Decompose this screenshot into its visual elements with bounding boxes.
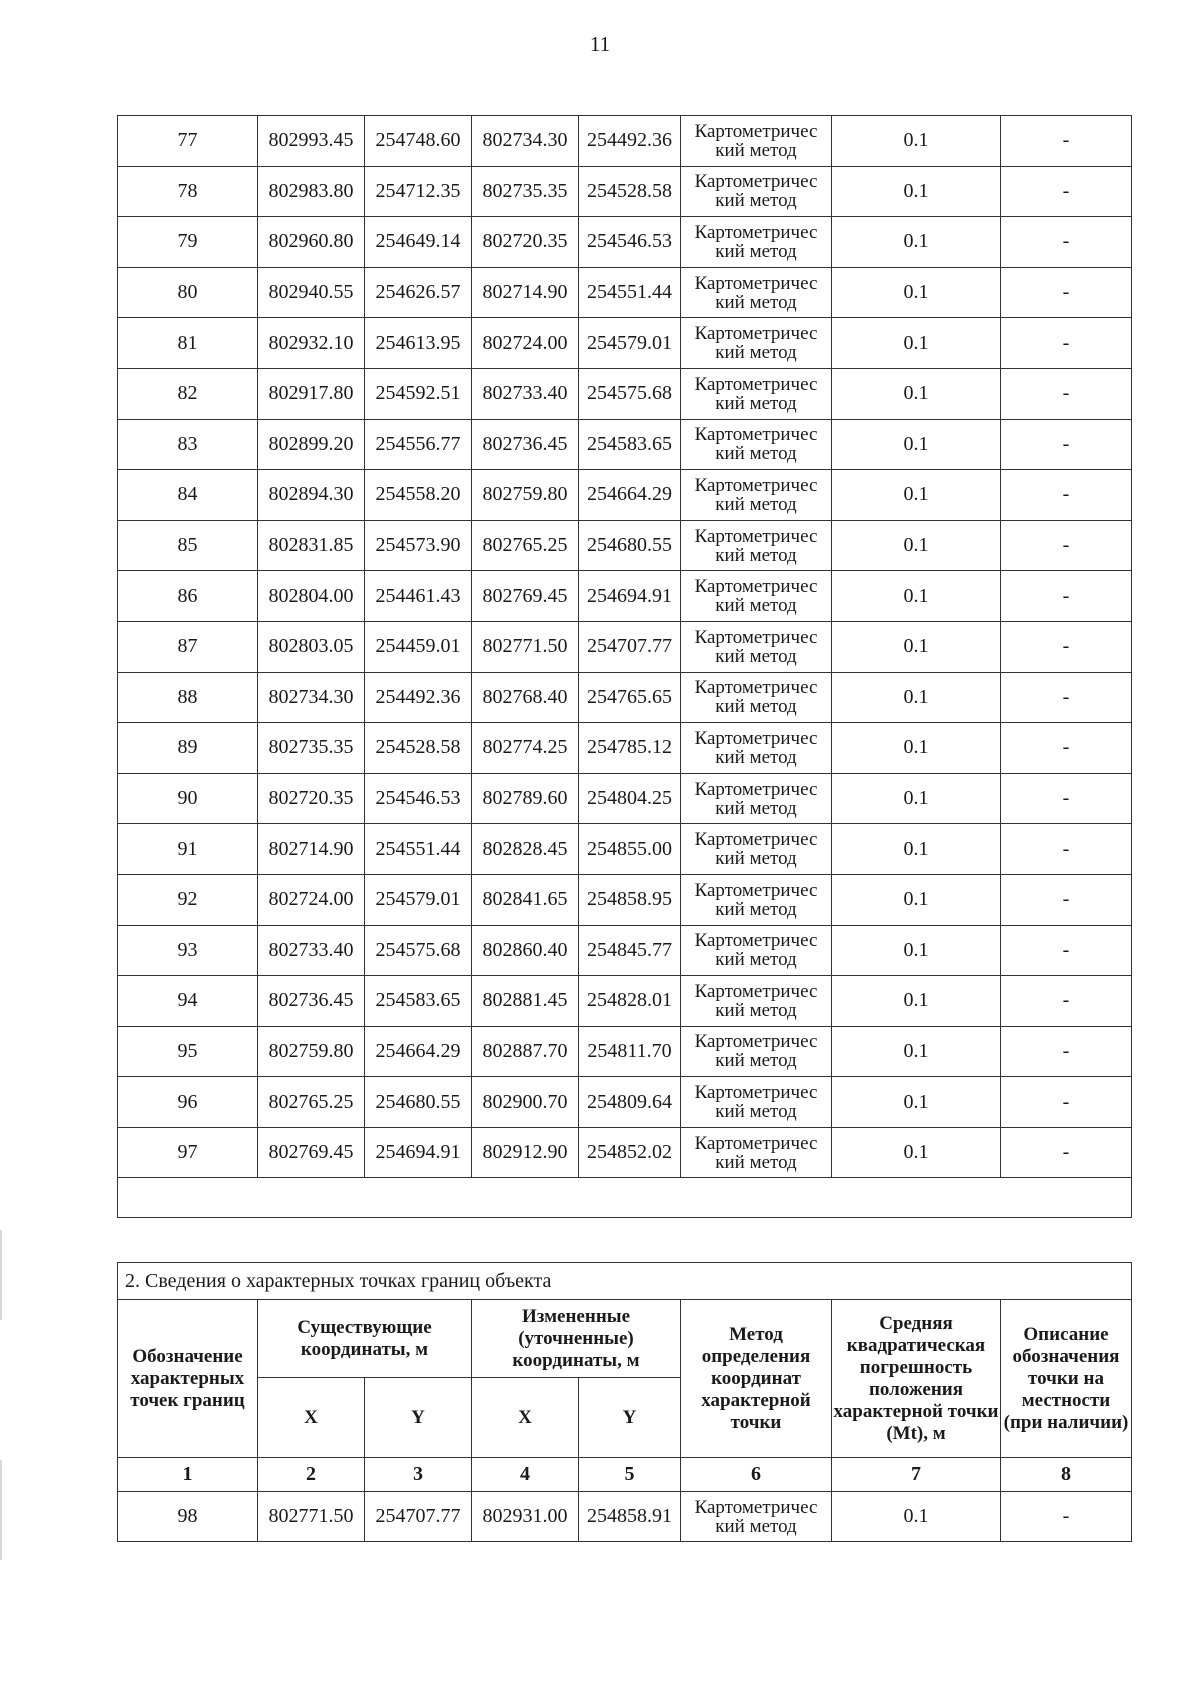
method-line-2: кий метод [715, 443, 797, 465]
description-cell: - [1001, 976, 1132, 1027]
empty-row [118, 1178, 1132, 1218]
method-cell [681, 419, 832, 470]
description-cell: - [1001, 368, 1132, 419]
existing-y-cell: 254558.20 [365, 470, 472, 521]
existing-x-cell: 802759.80 [258, 1026, 365, 1077]
method-line-2: кий метод [715, 898, 797, 920]
description-cell: - [1001, 874, 1132, 925]
method-line-1: Картометричес [694, 677, 818, 699]
table-row [118, 1492, 1132, 1542]
description-cell: - [1001, 267, 1132, 318]
new-y-cell: 254811.70 [579, 1026, 681, 1077]
error-cell: 0.1 [832, 976, 1001, 1027]
new-x-cell: 802828.45 [472, 824, 579, 875]
method-line-1: Картометричес [694, 829, 818, 851]
point-number-cell: 96 [118, 1077, 258, 1128]
point-number-cell: 83 [118, 419, 258, 470]
existing-x-cell: 802734.30 [258, 672, 365, 723]
existing-y-cell: 254592.51 [365, 368, 472, 419]
header-new-coordinates: Измененные (уточненные) координаты, м [472, 1300, 681, 1378]
description-cell: - [1001, 1492, 1132, 1542]
point-number-cell: 80 [118, 267, 258, 318]
existing-y-cell: 254556.77 [365, 419, 472, 470]
error-cell: 0.1 [832, 824, 1001, 875]
existing-y-cell: 254613.95 [365, 318, 472, 369]
coordinates-table-body [118, 116, 1132, 1218]
new-x-cell: 802733.40 [472, 368, 579, 419]
method-cell [681, 925, 832, 976]
method-line-2: кий метод [715, 595, 797, 617]
page-number: 11 [589, 32, 611, 56]
error-cell: 0.1 [832, 773, 1001, 824]
error-cell: 0.1 [832, 470, 1001, 521]
new-x-cell: 802881.45 [472, 976, 579, 1027]
existing-y-cell: 254694.91 [365, 1127, 472, 1178]
existing-x-cell: 802736.45 [258, 976, 365, 1027]
new-y-cell: 254707.77 [579, 621, 681, 672]
method-cell [681, 1026, 832, 1077]
existing-y-cell: 254649.14 [365, 217, 472, 268]
existing-x-cell: 802894.30 [258, 470, 365, 521]
new-x-cell: 802714.90 [472, 267, 579, 318]
existing-x-cell: 802960.80 [258, 217, 365, 268]
table-row [118, 773, 1132, 824]
new-y-cell: 254694.91 [579, 571, 681, 622]
new-x-cell: 802931.00 [472, 1492, 579, 1542]
existing-x-cell: 802765.25 [258, 1077, 365, 1128]
boundary-points-body [118, 1492, 1132, 1542]
method-line-1: Картометричес [694, 879, 818, 901]
point-number-cell: 93 [118, 925, 258, 976]
new-y-cell: 254575.68 [579, 368, 681, 419]
point-number-cell: 98 [118, 1492, 258, 1542]
new-x-cell: 802774.25 [472, 723, 579, 774]
scan-edge-mark [0, 1460, 2, 1560]
column-number: 8 [1001, 1458, 1132, 1492]
method-cell [681, 368, 832, 419]
header-method: Метод определения координат характерной точки [681, 1300, 832, 1458]
point-number-cell: 97 [118, 1127, 258, 1178]
description-cell: - [1001, 166, 1132, 217]
method-cell [681, 976, 832, 1027]
table-row [118, 723, 1132, 774]
method-line-2: кий метод [715, 392, 797, 414]
point-number-cell: 90 [118, 773, 258, 824]
new-y-cell: 254579.01 [579, 318, 681, 369]
existing-x-cell: 802940.55 [258, 267, 365, 318]
method-line-1: Картометричес [694, 727, 818, 749]
error-cell: 0.1 [832, 1026, 1001, 1077]
table-row [118, 217, 1132, 268]
method-line-1: Картометричес [694, 120, 818, 142]
method-cell [681, 520, 832, 571]
scan-edge-mark [0, 1230, 2, 1320]
table-row [118, 520, 1132, 571]
error-cell: 0.1 [832, 217, 1001, 268]
description-cell: - [1001, 318, 1132, 369]
new-y-cell: 254828.01 [579, 976, 681, 1027]
header-point-designation: Обозначение характерных точек границ [118, 1300, 258, 1458]
table-row [118, 267, 1132, 318]
existing-x-cell: 802720.35 [258, 773, 365, 824]
new-y-cell: 254804.25 [579, 773, 681, 824]
method-line-2: кий метод [715, 999, 797, 1021]
point-number-cell: 87 [118, 621, 258, 672]
new-x-cell: 802734.30 [472, 116, 579, 167]
table-row [118, 976, 1132, 1027]
existing-y-cell: 254712.35 [365, 166, 472, 217]
existing-y-cell: 254461.43 [365, 571, 472, 622]
description-cell: - [1001, 1026, 1132, 1077]
method-line-1: Картометричес [694, 576, 818, 598]
existing-x-cell: 802724.00 [258, 874, 365, 925]
description-cell: - [1001, 773, 1132, 824]
method-line-1: Картометричес [694, 1496, 818, 1518]
point-number-cell: 92 [118, 874, 258, 925]
new-y-cell: 254551.44 [579, 267, 681, 318]
new-x-cell: 802887.70 [472, 1026, 579, 1077]
description-cell: - [1001, 419, 1132, 470]
method-cell [681, 1127, 832, 1178]
table-row [118, 824, 1132, 875]
error-cell: 0.1 [832, 520, 1001, 571]
existing-x-cell: 802733.40 [258, 925, 365, 976]
existing-x-cell: 802771.50 [258, 1492, 365, 1542]
error-cell: 0.1 [832, 925, 1001, 976]
error-cell: 0.1 [832, 318, 1001, 369]
description-cell: - [1001, 520, 1132, 571]
error-cell: 0.1 [832, 1492, 1001, 1542]
error-cell: 0.1 [832, 166, 1001, 217]
new-x-cell: 802771.50 [472, 621, 579, 672]
table-row [118, 166, 1132, 217]
new-y-cell: 254855.00 [579, 824, 681, 875]
existing-x-cell: 802993.45 [258, 116, 365, 167]
table-row [118, 116, 1132, 167]
new-y-cell: 254858.91 [579, 1492, 681, 1542]
table-row [118, 1077, 1132, 1128]
method-line-2: кий метод [715, 240, 797, 262]
error-cell: 0.1 [832, 419, 1001, 470]
new-y-cell: 254765.65 [579, 672, 681, 723]
existing-y-cell: 254546.53 [365, 773, 472, 824]
error-cell: 0.1 [832, 116, 1001, 167]
method-line-1: Картометричес [694, 778, 818, 800]
method-cell [681, 1492, 832, 1542]
boundary-points-table [117, 1262, 1132, 1542]
method-line-2: кий метод [715, 696, 797, 718]
existing-x-cell: 802983.80 [258, 166, 365, 217]
method-line-2: кий метод [715, 139, 797, 161]
table-row [118, 1127, 1132, 1178]
method-cell [681, 267, 832, 318]
error-cell: 0.1 [832, 874, 1001, 925]
column-number: 6 [681, 1458, 832, 1492]
error-cell: 0.1 [832, 672, 1001, 723]
table-row [118, 571, 1132, 622]
table-row [118, 621, 1132, 672]
method-line-1: Картометричес [694, 171, 818, 193]
description-cell: - [1001, 723, 1132, 774]
new-y-cell: 254845.77 [579, 925, 681, 976]
method-cell [681, 470, 832, 521]
new-y-cell: 254546.53 [579, 217, 681, 268]
header-existing-y: Y [365, 1378, 472, 1458]
header-error: Средняя квадратическая погрешность положения характерной точки (Mt), м [832, 1300, 1001, 1458]
new-x-cell: 802768.40 [472, 672, 579, 723]
point-number-cell: 81 [118, 318, 258, 369]
table-row [118, 419, 1132, 470]
table-row [118, 874, 1132, 925]
point-number-cell: 86 [118, 571, 258, 622]
description-cell: - [1001, 470, 1132, 521]
method-cell [681, 318, 832, 369]
method-line-2: кий метод [715, 949, 797, 971]
header-description: Описание обозначения точки на местности (при наличии) [1001, 1300, 1132, 1458]
method-line-2: кий метод [715, 291, 797, 313]
column-number-row [118, 1458, 1132, 1492]
point-number-cell: 89 [118, 723, 258, 774]
method-line-2: кий метод [715, 493, 797, 515]
new-x-cell: 802841.65 [472, 874, 579, 925]
description-cell: - [1001, 1077, 1132, 1128]
method-line-1: Картометричес [694, 930, 818, 952]
new-x-cell: 802789.60 [472, 773, 579, 824]
method-line-1: Картометричес [694, 980, 818, 1002]
point-number-cell: 84 [118, 470, 258, 521]
existing-x-cell: 802803.05 [258, 621, 365, 672]
point-number-cell: 95 [118, 1026, 258, 1077]
method-line-2: кий метод [715, 645, 797, 667]
new-y-cell: 254680.55 [579, 520, 681, 571]
description-cell: - [1001, 925, 1132, 976]
description-cell: - [1001, 1127, 1132, 1178]
method-line-1: Картометричес [694, 221, 818, 243]
method-line-1: Картометричес [694, 1031, 818, 1053]
method-line-1: Картометричес [694, 323, 818, 345]
description-cell: - [1001, 621, 1132, 672]
new-x-cell: 802724.00 [472, 318, 579, 369]
point-number-cell: 82 [118, 368, 258, 419]
existing-y-cell: 254459.01 [365, 621, 472, 672]
method-line-2: кий метод [715, 190, 797, 212]
new-y-cell: 254809.64 [579, 1077, 681, 1128]
point-number-cell: 85 [118, 520, 258, 571]
column-number: 5 [579, 1458, 681, 1492]
method-line-2: кий метод [715, 797, 797, 819]
new-x-cell: 802769.45 [472, 571, 579, 622]
existing-y-cell: 254575.68 [365, 925, 472, 976]
header-new-y: Y [579, 1378, 681, 1458]
error-cell: 0.1 [832, 723, 1001, 774]
method-line-1: Картометричес [694, 1082, 818, 1104]
method-cell [681, 773, 832, 824]
column-number: 4 [472, 1458, 579, 1492]
existing-x-cell: 802714.90 [258, 824, 365, 875]
new-y-cell: 254852.02 [579, 1127, 681, 1178]
existing-y-cell: 254551.44 [365, 824, 472, 875]
method-line-2: кий метод [715, 1050, 797, 1072]
existing-y-cell: 254664.29 [365, 1026, 472, 1077]
empty-cell [118, 1178, 1132, 1218]
error-cell: 0.1 [832, 267, 1001, 318]
method-cell [681, 1077, 832, 1128]
error-cell: 0.1 [832, 571, 1001, 622]
error-cell: 0.1 [832, 621, 1001, 672]
table-caption: 2. Сведения о характерных точках границ объекта [118, 1263, 1132, 1300]
method-line-1: Картометричес [694, 272, 818, 294]
method-cell [681, 571, 832, 622]
column-number: 7 [832, 1458, 1001, 1492]
method-cell [681, 824, 832, 875]
new-x-cell: 802736.45 [472, 419, 579, 470]
header-existing-coordinates: Существующие координаты, м [258, 1300, 472, 1378]
method-line-1: Картометричес [694, 525, 818, 547]
method-line-1: Картометричес [694, 626, 818, 648]
point-number-cell: 91 [118, 824, 258, 875]
method-cell [681, 874, 832, 925]
table-row [118, 368, 1132, 419]
new-x-cell: 802900.70 [472, 1077, 579, 1128]
new-y-cell: 254785.12 [579, 723, 681, 774]
new-x-cell: 802765.25 [472, 520, 579, 571]
error-cell: 0.1 [832, 368, 1001, 419]
description-cell: - [1001, 571, 1132, 622]
point-number-cell: 78 [118, 166, 258, 217]
existing-y-cell: 254707.77 [365, 1492, 472, 1542]
description-cell: - [1001, 672, 1132, 723]
new-x-cell: 802912.90 [472, 1127, 579, 1178]
column-number: 1 [118, 1458, 258, 1492]
point-number-cell: 94 [118, 976, 258, 1027]
new-y-cell: 254492.36 [579, 116, 681, 167]
header-existing-x: X [258, 1378, 365, 1458]
method-line-2: кий метод [715, 544, 797, 566]
new-y-cell: 254664.29 [579, 470, 681, 521]
new-x-cell: 802759.80 [472, 470, 579, 521]
method-line-2: кий метод [715, 1515, 797, 1537]
method-line-1: Картометричес [694, 424, 818, 446]
existing-x-cell: 802804.00 [258, 571, 365, 622]
column-number: 3 [365, 1458, 472, 1492]
point-number-cell: 77 [118, 116, 258, 167]
table-row [118, 925, 1132, 976]
method-line-2: кий метод [715, 746, 797, 768]
new-y-cell: 254858.95 [579, 874, 681, 925]
method-cell [681, 217, 832, 268]
method-line-2: кий метод [715, 1101, 797, 1123]
existing-x-cell: 802917.80 [258, 368, 365, 419]
header-new-x: X [472, 1378, 579, 1458]
description-cell: - [1001, 116, 1132, 167]
method-line-2: кий метод [715, 848, 797, 870]
new-y-cell: 254528.58 [579, 166, 681, 217]
existing-y-cell: 254583.65 [365, 976, 472, 1027]
error-cell: 0.1 [832, 1127, 1001, 1178]
point-number-cell: 79 [118, 217, 258, 268]
existing-x-cell: 802932.10 [258, 318, 365, 369]
method-line-1: Картометричес [694, 373, 818, 395]
existing-y-cell: 254626.57 [365, 267, 472, 318]
new-x-cell: 802860.40 [472, 925, 579, 976]
method-line-2: кий метод [715, 342, 797, 364]
method-cell [681, 166, 832, 217]
method-line-2: кий метод [715, 1151, 797, 1173]
method-cell [681, 116, 832, 167]
description-cell: - [1001, 217, 1132, 268]
method-line-1: Картометричес [694, 474, 818, 496]
method-line-1: Картометричес [694, 1132, 818, 1154]
table-row [118, 318, 1132, 369]
existing-y-cell: 254492.36 [365, 672, 472, 723]
existing-x-cell: 802769.45 [258, 1127, 365, 1178]
method-cell [681, 672, 832, 723]
table-row [118, 1026, 1132, 1077]
table-row [118, 672, 1132, 723]
method-cell [681, 723, 832, 774]
point-number-cell: 88 [118, 672, 258, 723]
existing-y-cell: 254579.01 [365, 874, 472, 925]
new-x-cell: 802720.35 [472, 217, 579, 268]
existing-x-cell: 802831.85 [258, 520, 365, 571]
error-cell: 0.1 [832, 1077, 1001, 1128]
existing-y-cell: 254528.58 [365, 723, 472, 774]
existing-y-cell: 254680.55 [365, 1077, 472, 1128]
description-cell: - [1001, 824, 1132, 875]
method-cell [681, 621, 832, 672]
existing-x-cell: 802899.20 [258, 419, 365, 470]
existing-y-cell: 254748.60 [365, 116, 472, 167]
coordinates-table-continued [117, 115, 1132, 1218]
table-row [118, 470, 1132, 521]
existing-y-cell: 254573.90 [365, 520, 472, 571]
new-x-cell: 802735.35 [472, 166, 579, 217]
column-number: 2 [258, 1458, 365, 1492]
existing-x-cell: 802735.35 [258, 723, 365, 774]
new-y-cell: 254583.65 [579, 419, 681, 470]
